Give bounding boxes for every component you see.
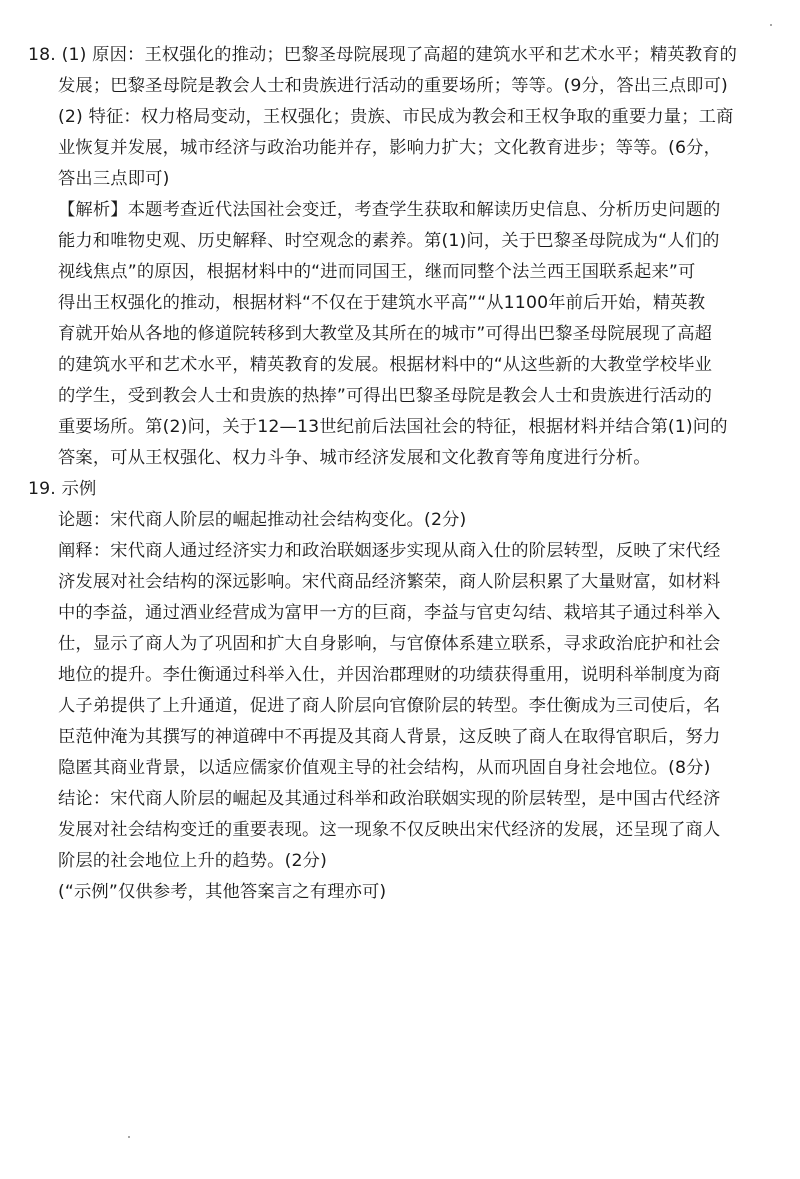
q19-conclusion-line: 发展对社会结构变迁的重要表现。这一现象不仅反映出宋代经济的发展，还呈现了商人 <box>58 820 721 840</box>
q19-explanation-line: 中的李益，通过酒业经营成为富甲一方的巨商，李益与官吏勾结、栽培其子通过科举入 <box>58 603 721 623</box>
q18-line: 答出三点即可) <box>58 169 170 189</box>
q18-analysis-line: 能力和唯物史观、历史解释、时空观念的素养。第(1)问，关于巴黎圣母院成为“人们的 <box>58 231 720 251</box>
q19-heading: 19. 示例 <box>28 479 97 499</box>
q19-note: (“示例”仅供参考，其他答案言之有理亦可) <box>58 882 387 902</box>
q18-analysis-line: 的学生，受到教会人士和贵族的热捧”可得出巴黎圣母院是教会人士和贵族进行活动的 <box>58 386 713 406</box>
q19-explanation-line: 仕，显示了商人为了巩固和扩大自身影响，与官僚体系建立联系，寻求政治庇护和社会 <box>58 634 721 654</box>
q18-analysis-line: 的建筑水平和艺术水平，精英教育的发展。根据材料中的“从这些新的大教堂学校毕业 <box>58 355 713 375</box>
q18-analysis-line: 答案，可从王权强化、权力斗争、城市经济发展和文化教育等角度进行分析。 <box>58 448 651 468</box>
q19-explanation-line: 阐释：宋代商人通过经济实力和政治联姻逐步实现从商入仕的阶层转型，反映了宋代经 <box>58 541 721 561</box>
q18-analysis-line: 视线焦点”的原因，根据材料中的“进而同国王，继而同整个法兰西王国联系起来”可 <box>58 262 696 282</box>
q19-explanation-line: 人子弟提供了上升通道，促进了商人阶层向官僚阶层的转型。李仕衡成为三司使后，名 <box>58 696 721 716</box>
q19-explanation-line: 隐匿其商业背景，以适应儒家价值观主导的社会结构，从而巩固自身社会地位。(8分) <box>58 758 711 778</box>
q18-analysis-line: 重要场所。第(2)问，关于12—13世纪前后法国社会的特征，根据材料并结合第(1)问的 <box>58 417 728 437</box>
q19-explanation-line: 臣范仲淹为其撰写的神道碑中不再提及其商人背景，这反映了商人在取得官职后，努力 <box>58 727 721 747</box>
scan-dot <box>128 1136 130 1138</box>
q18-analysis-line: 育就开始从各地的修道院转移到大教堂及其所在的城市”可得出巴黎圣母院展现了高超 <box>58 324 713 344</box>
q19-conclusion-line: 结论：宋代商人阶层的崛起及其通过科举和政治联姻实现的阶层转型，是中国古代经济 <box>58 789 721 809</box>
q19-thesis: 论题：宋代商人阶层的崛起推动社会结构变化。(2分) <box>58 510 467 530</box>
q18-analysis-line: 得出王权强化的推动，根据材料“不仅在于建筑水平高”“从1100年前后开始，精英教 <box>58 293 706 313</box>
q18-line: 业恢复并发展，城市经济与政治功能并存，影响力扩大；文化教育进步；等等。(6分， <box>58 138 721 158</box>
scan-dot <box>770 24 772 26</box>
q18-line: (2) 特征：权力格局变动，王权强化；贵族、市民成为教会和王权争取的重要力量；工商 <box>58 107 734 127</box>
q18-line: 18. (1) 原因：王权强化的推动；巴黎圣母院展现了高超的建筑水平和艺术水平；精英教育的 <box>28 45 738 65</box>
question-19 <box>28 474 778 908</box>
question-18 <box>28 40 778 474</box>
q19-explanation-line: 地位的提升。李仕衡通过科举入仕，并因治郡理财的功绩获得重用，说明科举制度为商 <box>58 665 721 685</box>
q19-conclusion-line: 阶层的社会地位上升的趋势。(2分) <box>58 851 327 871</box>
answer-content <box>28 40 778 908</box>
q18-line: 发展；巴黎圣母院是教会人士和贵族进行活动的重要场所；等等。(9分，答出三点即可) <box>58 76 728 96</box>
q18-analysis-line: 【解析】本题考查近代法国社会变迁，考查学生获取和解读历史信息、分析历史问题的 <box>58 200 721 220</box>
q19-explanation-line: 济发展对社会结构的深远影响。宋代商品经济繁荣，商人阶层积累了大量财富，如材料 <box>58 572 721 592</box>
